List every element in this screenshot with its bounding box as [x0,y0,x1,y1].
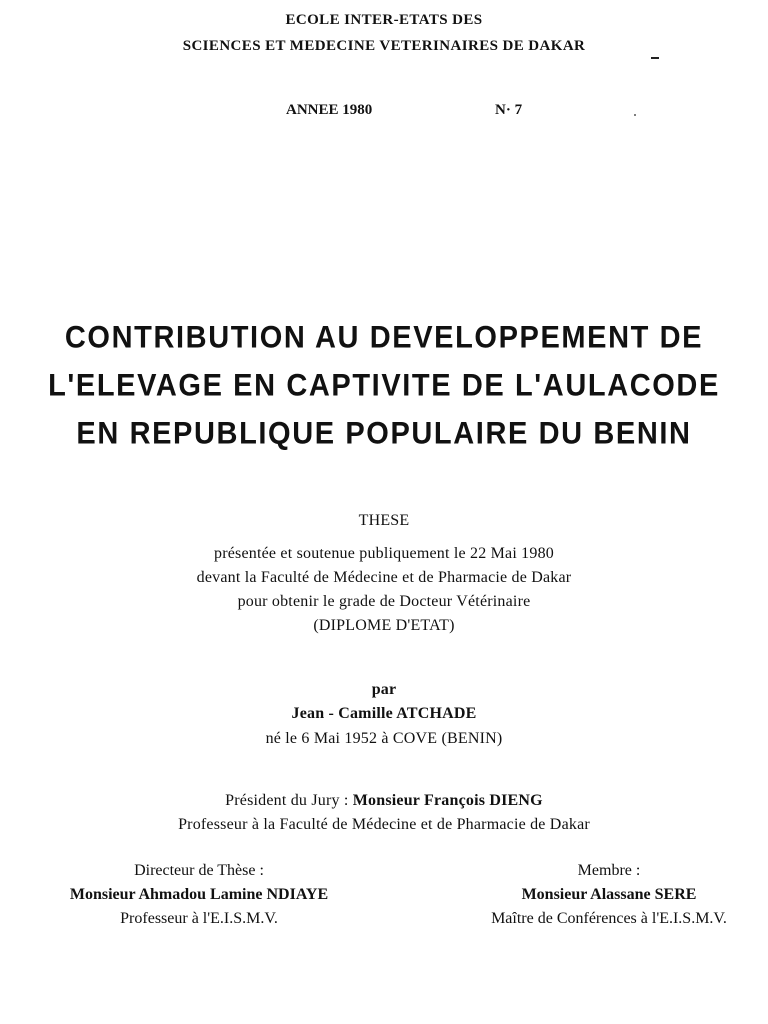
jury-president [0,792,768,810]
thesis-faculty-line: devant la Faculté de Médecine et de Pharmacie de Dakar [196,569,572,586]
director-name: Monsieur Ahmadou Lamine NDIAYE [69,886,329,903]
author-birth: né le 6 Mai 1952 à COVE (BENIN) [265,730,503,747]
thesis-title-line1: CONTRIBUTION AU DEVELOPPEMENT DE [64,320,704,356]
school-name-line1: ECOLE INTER-ETATS DES [285,12,483,28]
member-label: Membre : [577,862,641,879]
director-title: Professeur à l'E.I.S.M.V. [120,910,278,927]
by-label: par [371,681,397,698]
member-title: Maître de Conférences à l'E.I.S.M.V. [491,910,727,927]
president-title: Professeur à la Faculté de Médecine et de Pharmacie de Dakar [178,816,590,833]
thesis-diploma-line: (DIPLOME D'ETAT) [313,617,455,634]
thesis-director-block [40,859,358,931]
thesis-title-line3: EN REPUBLIQUE POPULAIRE DU BENIN [76,416,692,452]
president-label: Président du Jury : [225,792,349,809]
member-name: Monsieur Alassane SERE [521,886,697,903]
academic-year: ANNEE 1980 [286,102,373,118]
thesis-degree-line: pour obtenir le grade de Docteur Vétérinaire [237,593,531,610]
thesis-title-line2: L'ELEVAGE EN CAPTIVITE DE L'AULACODE [48,368,720,404]
director-label: Directeur de Thèse : [134,862,264,879]
jury-member-block [456,859,762,931]
thesis-number: N· 7 [495,102,523,118]
stray-dash-mark [651,57,659,59]
thesis-presented-line: présentée et soutenue publiquement le 22 Mai 1980 [214,545,554,562]
thesis-heading: THESE [358,512,410,529]
school-name-line2: SCIENCES ET MEDECINE VETERINAIRES DE DAKAR [182,38,586,54]
author-name: Jean - Camille ATCHADE [291,705,477,722]
scan-speck [634,114,636,116]
president-name: Monsieur François DIENG [352,792,543,809]
